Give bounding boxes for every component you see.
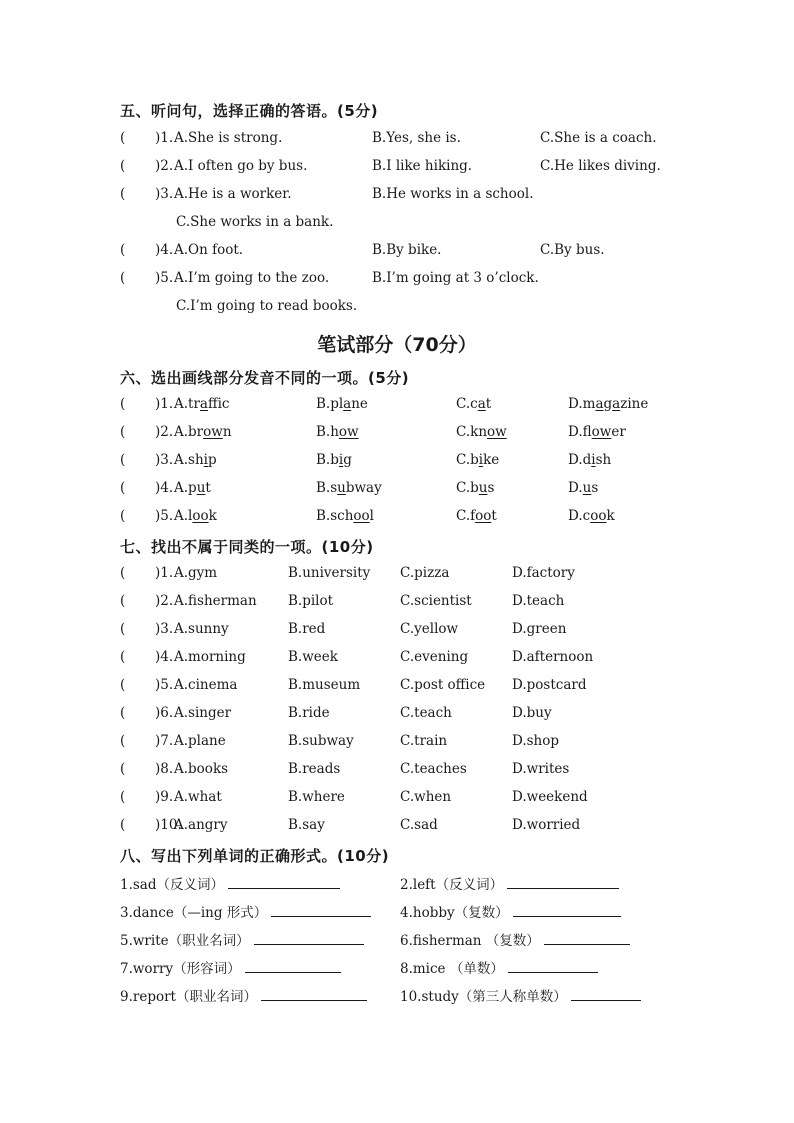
answer-bracket[interactable]: ( (120, 593, 126, 609)
option-a: A.angry (174, 817, 228, 833)
option-b: B.Yes, she is. (372, 130, 461, 146)
question-number: )5. (155, 270, 174, 286)
answer-bracket[interactable]: ( (120, 186, 126, 202)
option-b (316, 508, 374, 524)
option-d: D.buy (512, 705, 552, 721)
option-c: C.post office (400, 677, 486, 693)
option-c: C.yellow (400, 621, 459, 637)
option-d: D.shop (512, 733, 560, 749)
word-part: D.d (568, 452, 592, 468)
word-part: k (606, 508, 615, 524)
answer-bracket[interactable]: ( (120, 508, 126, 524)
answer-bracket[interactable]: ( (120, 158, 126, 174)
answer-blank[interactable] (271, 902, 371, 917)
option-a: A.He is a worker. (174, 186, 292, 202)
section-6-title: 六、选出画线部分发音不同的一项。(5分) (120, 369, 410, 387)
word-part: B.sch (316, 508, 354, 524)
option-a: A.On foot. (174, 242, 244, 258)
option-a (174, 424, 232, 440)
answer-blank[interactable] (245, 958, 341, 973)
word-form-item (120, 873, 340, 893)
word-part: D.c (568, 508, 591, 524)
word-part: A.br (174, 424, 204, 440)
option-a: A.gym (174, 565, 218, 581)
answer-blank[interactable] (571, 986, 641, 1001)
underlined-letters: a (343, 396, 352, 412)
question-number: )1. (155, 396, 174, 412)
option-b: B.university (288, 565, 371, 581)
option-c (456, 396, 491, 412)
answer-bracket[interactable]: ( (120, 817, 126, 833)
option-b: B.where (288, 789, 345, 805)
option-c: C.sad (400, 817, 438, 833)
word-form-prompt: 4.hobby（复数） (400, 905, 509, 921)
option-b: B.By bike. (372, 242, 442, 258)
word-part: B.pl (316, 396, 344, 412)
option-c: C.when (400, 789, 452, 805)
question-number: )2. (155, 158, 174, 174)
underlined-letters: oo (475, 508, 492, 524)
word-form-item (400, 985, 641, 1005)
option-c: C.She is a coach. (540, 130, 657, 146)
answer-blank[interactable] (261, 986, 367, 1001)
word-form-prompt: 3.dance（—ing 形式） (120, 905, 268, 921)
word-part: C.b (456, 480, 479, 496)
word-form-prompt: 9.report（职业名词） (120, 989, 257, 1005)
option-a: A.plane (174, 733, 226, 749)
option-c: C.He likes diving. (540, 158, 661, 174)
answer-blank[interactable] (544, 930, 630, 945)
answer-bracket[interactable]: ( (120, 621, 126, 637)
word-part: B.s (316, 480, 338, 496)
word-form-prompt: 1.sad（反义词） (120, 877, 224, 893)
option-b: B.I like hiking. (372, 158, 473, 174)
option-c: C.scientist (400, 593, 472, 609)
option-a: A.what (174, 789, 222, 805)
option-c: C.teach (400, 705, 452, 721)
answer-bracket[interactable]: ( (120, 452, 126, 468)
written-part-title: 笔试部分（70分） (317, 334, 477, 356)
word-part: A.tr (174, 396, 200, 412)
word-form-prompt: 5.write（职业名词） (120, 933, 250, 949)
question-number: )10. (155, 817, 182, 833)
word-part: A.sh (174, 452, 204, 468)
word-form-prompt: 10.study（第三人称单数） (400, 989, 567, 1005)
option-d: D.afternoon (512, 649, 594, 665)
underlined-letters: ow (338, 424, 359, 440)
option-a: A.cinema (174, 677, 238, 693)
answer-bracket[interactable]: ( (120, 130, 126, 146)
word-part: A.l (174, 508, 193, 524)
word-part: C.b (456, 452, 479, 468)
word-form-prompt: 7.worry（形容词） (120, 961, 241, 977)
underlined-letters: i (203, 452, 208, 468)
option-d: D.teach (512, 593, 565, 609)
answer-blank[interactable] (254, 930, 364, 945)
option-b: B.museum (288, 677, 361, 693)
option-a (174, 396, 229, 412)
option-b (316, 424, 359, 440)
word-part: D.fl (568, 424, 592, 440)
underlined-letters: a (612, 396, 621, 412)
underlined-letters: a (199, 396, 208, 412)
option-c (456, 424, 507, 440)
option-d: D.factory (512, 565, 575, 581)
question-number: )6. (155, 705, 174, 721)
option-c (456, 480, 494, 496)
word-form-prompt: 8.mice （单数） (400, 961, 504, 977)
answer-bracket[interactable]: ( (120, 705, 126, 721)
option-a: A.singer (174, 705, 232, 721)
answer-bracket[interactable]: ( (120, 789, 126, 805)
option-a: A.She is strong. (174, 130, 283, 146)
word-part: B.b (316, 452, 339, 468)
option-b (316, 396, 368, 412)
word-part: g (603, 396, 613, 412)
answer-bracket[interactable]: ( (120, 242, 126, 258)
option-b (316, 452, 352, 468)
question-number: )2. (155, 593, 174, 609)
option-d: D.weekend (512, 789, 588, 805)
word-part: ffic (207, 396, 230, 412)
answer-blank[interactable] (513, 902, 621, 917)
option-b: B.subway (288, 733, 354, 749)
option-d (568, 452, 611, 468)
option-b: B.ride (288, 705, 330, 721)
question-number: )9. (155, 789, 174, 805)
question-number: )2. (155, 424, 174, 440)
underlined-letters: u (337, 480, 346, 496)
word-part: n (222, 424, 232, 440)
option-c: C.train (400, 733, 448, 749)
word-form-item (400, 873, 619, 893)
underlined-letters: u (478, 480, 488, 496)
word-part: t (485, 396, 492, 412)
answer-bracket[interactable]: ( (120, 677, 126, 693)
option-c: C.She works in a bank. (176, 214, 334, 230)
word-part: D. (568, 480, 583, 496)
option-c: C.pizza (400, 565, 450, 581)
option-a: A.I’m going to the zoo. (174, 270, 330, 286)
word-part: D.m (568, 396, 596, 412)
answer-bracket[interactable]: ( (120, 733, 126, 749)
word-part: A.p (174, 480, 197, 496)
answer-blank[interactable] (507, 874, 619, 889)
word-part: g (343, 452, 352, 468)
question-number: )7. (155, 733, 174, 749)
question-number: )4. (155, 242, 174, 258)
option-d (568, 508, 615, 524)
question-number: )8. (155, 761, 174, 777)
word-form-item (120, 929, 364, 949)
underlined-letters: i (338, 452, 344, 468)
question-number: )4. (155, 480, 174, 496)
underlined-letters: i (591, 452, 596, 468)
question-number: )1. (155, 130, 174, 146)
answer-bracket[interactable]: ( (120, 649, 126, 665)
section-5-title: 五、听问句，选择正确的答语。(5分) (120, 102, 379, 120)
question-number: )5. (155, 677, 174, 693)
answer-bracket[interactable]: ( (120, 761, 126, 777)
answer-bracket[interactable]: ( (120, 424, 126, 440)
answer-blank[interactable] (508, 958, 598, 973)
option-c: C.teaches (400, 761, 467, 777)
option-c: C.evening (400, 649, 469, 665)
option-a: A.books (174, 761, 229, 777)
word-part: p (208, 452, 217, 468)
section-7-title: 七、找出不属于同类的一项。(10分) (120, 538, 374, 556)
word-form-prompt: 2.left（反义词） (400, 877, 504, 893)
word-part: er (611, 424, 626, 440)
option-a (174, 452, 217, 468)
option-b: B.say (288, 817, 325, 833)
word-part: t (205, 480, 211, 496)
word-form-item (400, 929, 630, 949)
word-form-prompt: 6.fisherman （复数） (400, 933, 540, 949)
option-b: B.I’m going at 3 o’clock. (372, 270, 539, 286)
answer-bracket[interactable]: ( (120, 565, 126, 581)
word-part: ne (351, 396, 368, 412)
question-number: )1. (155, 565, 174, 581)
option-d (568, 424, 626, 440)
option-d: D.green (512, 621, 567, 637)
underlined-letters: ow (203, 424, 223, 440)
option-c (456, 452, 499, 468)
option-b (316, 480, 382, 496)
option-c: C.By bus. (540, 242, 605, 258)
option-d (568, 480, 598, 496)
word-form-item (120, 957, 341, 977)
word-part: s (591, 480, 599, 496)
option-d: D.postcard (512, 677, 587, 693)
question-number: )3. (155, 621, 174, 637)
word-part: zine (620, 396, 649, 412)
underlined-letters: a (595, 396, 604, 412)
option-a: A.fisherman (174, 593, 257, 609)
word-part: C.c (456, 396, 478, 412)
word-form-item (400, 957, 598, 977)
word-part: B.h (316, 424, 339, 440)
option-a (174, 508, 217, 524)
option-d: D.writes (512, 761, 570, 777)
word-part: C.f (456, 508, 476, 524)
section-8-title: 八、写出下列单词的正确形式。(10分) (120, 847, 390, 865)
answer-bracket[interactable]: ( (120, 396, 126, 412)
word-form-item (120, 985, 367, 1005)
option-b: B.week (288, 649, 338, 665)
word-form-item (120, 901, 371, 921)
word-part: s (487, 480, 495, 496)
word-part: sh (595, 452, 612, 468)
option-a: A.sunny (174, 621, 229, 637)
option-a (174, 480, 211, 496)
option-d (568, 396, 648, 412)
word-part: l (369, 508, 374, 524)
word-part: C.kn (456, 424, 488, 440)
word-form-item (400, 901, 621, 921)
underlined-letters: i (478, 452, 484, 468)
option-c: C.I’m going to read books. (176, 298, 358, 314)
option-a: A.morning (174, 649, 246, 665)
underlined-letters: u (196, 480, 206, 496)
underlined-letters: u (582, 480, 592, 496)
word-part: bway (345, 480, 382, 496)
option-b: B.red (288, 621, 326, 637)
question-number: )3. (155, 186, 174, 202)
question-number: )5. (155, 508, 174, 524)
answer-bracket[interactable]: ( (120, 480, 126, 496)
underlined-letters: ow (487, 424, 507, 440)
answer-blank[interactable] (228, 874, 340, 889)
option-b: B.pilot (288, 593, 334, 609)
answer-bracket[interactable]: ( (120, 270, 126, 286)
option-c (456, 508, 497, 524)
question-number: )4. (155, 649, 174, 665)
underlined-letters: ow (591, 424, 612, 440)
underlined-letters: oo (353, 508, 370, 524)
underlined-letters: oo (192, 508, 209, 524)
question-number: )3. (155, 452, 174, 468)
underlined-letters: oo (590, 508, 607, 524)
underlined-letters: a (477, 396, 486, 412)
option-a: A.I often go by bus. (174, 158, 308, 174)
word-part: ke (483, 452, 500, 468)
option-b: B.He works in a school. (372, 186, 534, 202)
option-b: B.reads (288, 761, 341, 777)
word-part: t (491, 508, 497, 524)
option-d: D.worried (512, 817, 581, 833)
word-part: k (208, 508, 217, 524)
